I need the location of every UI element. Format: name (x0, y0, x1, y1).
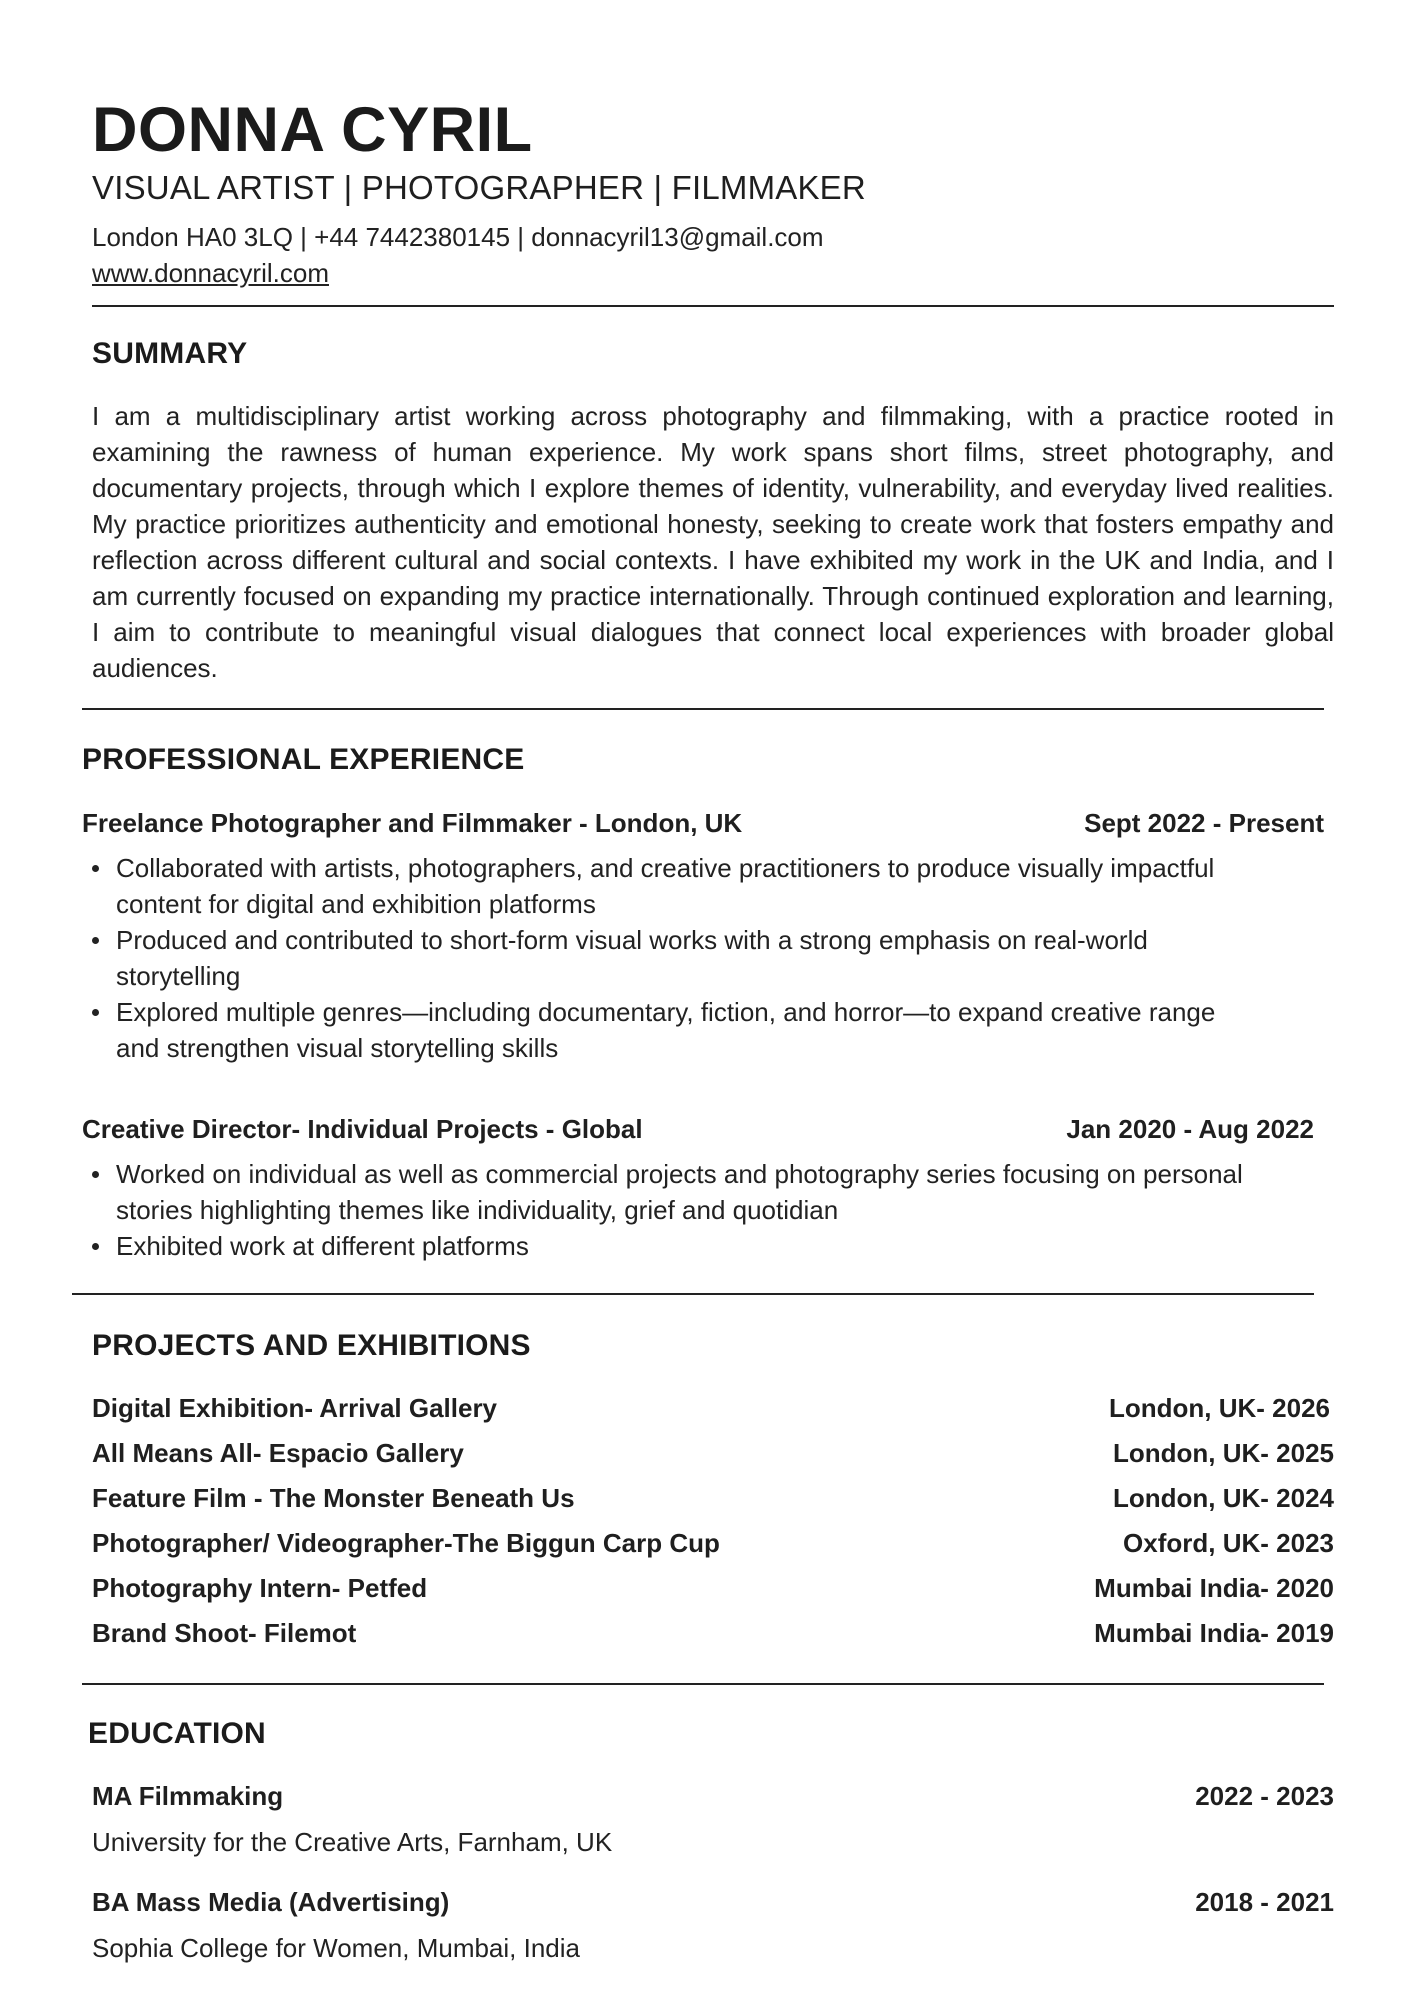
job-date: Jan 2020 - Aug 2022 (1066, 1114, 1314, 1144)
contact-info: London HA0 3LQ | +44 7442380145 | donnacyril13@gmail.com (92, 222, 824, 252)
education-header (92, 1885, 1334, 1919)
project-location-year: London, UK- 2025 (1112, 1438, 1334, 1468)
project-row (92, 1481, 1334, 1526)
job-bullets (82, 850, 1262, 1066)
projects-list (92, 1391, 1334, 1661)
job-title: Freelance Photographer and Filmmaker - London, UK (82, 808, 743, 838)
job-bullet: Worked on individual as well as commercial projects and photography series focusing on personal stories highlighting themes like individuality, grief and quotidian (82, 1156, 1262, 1228)
candidate-subtitle: VISUAL ARTIST | PHOTOGRAPHER | FILMMAKER (92, 169, 866, 206)
summary-text: I am a multidisciplinary artist working across photography and filmmaking, with a practice rooted in examining the rawness of human experience. My work spans short films, street photography, and documentary projects, through which I explore themes of identity, vulnerability, and everyday lived realities. My practice prioritizes authenticity and emotional honesty, seeking to create work that fosters empathy and reflection across different cultural and social contexts. I have exhibited my work in the UK and India, and I am currently focused on expanding my practice internationally. Through continued exploration and learning, I aim to contribute to meaningful visual dialogues that connect local experiences with broader global audiences. (92, 401, 1334, 683)
job-bullet: Produced and contributed to short-form visual works with a strong emphasis on real-world storytelling (82, 922, 1262, 994)
project-location-year: Mumbai India- 2019 (1094, 1618, 1334, 1648)
job-entry (82, 806, 1324, 1066)
project-location-year: Oxford, UK- 2023 (1123, 1528, 1334, 1558)
education-header (92, 1779, 1334, 1813)
experience-divider (72, 1293, 1314, 1295)
header-divider (92, 305, 1334, 307)
website-link[interactable]: www.donnacyril.com (92, 258, 329, 288)
summary-divider (82, 708, 1324, 710)
education-degree: BA Mass Media (Advertising) (92, 1887, 450, 1917)
job-date: Sept 2022 - Present (1084, 808, 1324, 838)
education-institution: University for the Creative Arts, Farnham, UK (92, 1827, 613, 1857)
project-row (92, 1526, 1334, 1571)
education-degree: MA Filmmaking (92, 1781, 284, 1811)
project-row (92, 1436, 1334, 1481)
job-title: Creative Director- Individual Projects - Global (82, 1114, 643, 1144)
projects-divider (82, 1683, 1324, 1685)
project-name: Feature Film - The Monster Beneath Us (92, 1483, 575, 1513)
projects-heading: PROJECTS AND EXHIBITIONS (92, 1329, 531, 1362)
project-row (92, 1571, 1334, 1616)
summary-heading: SUMMARY (92, 337, 248, 370)
project-name: Photographer/ Videographer-The Biggun Carp Cup (92, 1528, 720, 1558)
project-name: Digital Exhibition- Arrival Gallery (92, 1393, 498, 1423)
job-bullets (82, 1156, 1262, 1264)
job-bullet: Collaborated with artists, photographers, and creative practitioners to produce visually impactful content for digital and exhibition platforms (82, 850, 1262, 922)
job-bullet: Exhibited work at different platforms (82, 1228, 1262, 1264)
project-row (92, 1616, 1334, 1661)
education-years: 2018 - 2021 (1195, 1887, 1334, 1917)
project-location-year: London, UK- 2026 (1108, 1393, 1330, 1423)
candidate-name: DONNA CYRIL (92, 95, 533, 165)
project-location-year: Mumbai India- 2020 (1094, 1573, 1334, 1603)
education-entry (92, 1885, 1334, 1965)
education-entry (92, 1779, 1334, 1859)
education-years: 2022 - 2023 (1195, 1781, 1334, 1811)
education-institution: Sophia College for Women, Mumbai, India (92, 1933, 580, 1963)
project-location-year: London, UK- 2024 (1112, 1483, 1334, 1513)
job-entry (82, 1112, 1314, 1264)
project-name: Photography Intern- Petfed (92, 1573, 428, 1603)
education-heading: EDUCATION (88, 1717, 266, 1750)
project-row (92, 1391, 1334, 1436)
job-bullet: Explored multiple genres—including documentary, fiction, and horror—to expand creative range and strengthen visual storytelling skills (82, 994, 1262, 1066)
project-name: Brand Shoot- Filemot (92, 1618, 357, 1648)
project-name: All Means All- Espacio Gallery (92, 1438, 464, 1468)
experience-heading: PROFESSIONAL EXPERIENCE (82, 743, 525, 776)
